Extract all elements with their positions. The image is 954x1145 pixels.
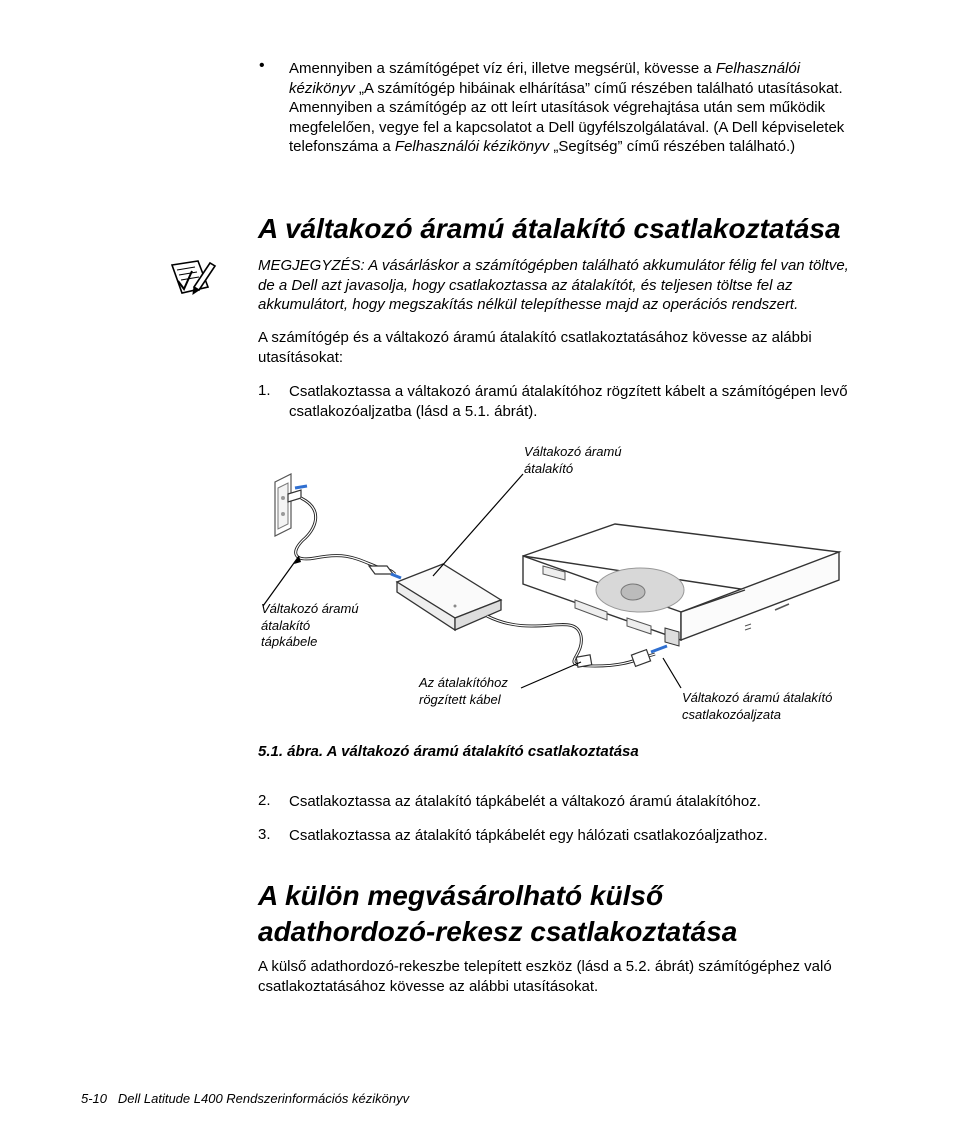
bullet-text-2: „A számítógép hibáinak elhárítása” című részében található utasításokat. Amennyiben a számítógép az ott leírt utasítások végrehajtása után sem működik megfelelően, vegye fel a kapcsolatot a Dell ügyfélszolgálatával. (A Dell képviseletek telefonszáma a — [289, 79, 845, 155]
callout-connector-line2: csatlakozóaljzata — [682, 706, 781, 722]
bullet-emphasis-2: Felhasználói kézikönyv — [394, 138, 550, 155]
bullet-emphasis-1: Felhasználói kézikönyv — [289, 60, 801, 97]
callout-power-cord-line1: Váltakozó áramú — [261, 601, 359, 616]
step-number: 3. — [258, 826, 271, 843]
callout-power-cord — [261, 601, 359, 651]
callout-fixed-cable-line2: rögzített kábel — [419, 691, 501, 707]
step-text: Csatlakoztassa az átalakító tápkábelét egy hálózati csatlakozóaljzathoz. — [289, 827, 768, 844]
page-number: 5-10 — [81, 1091, 108, 1106]
callout-adapter-line2: átalakító — [524, 460, 574, 476]
section2-intro: A külső adathordozó-rekeszbe telepített eszköz (lásd a 5.2. ábrát) számítógéphez való csatlakoztatásához kövesse az alábbi utasításokat. — [258, 958, 832, 995]
callout-fixed-cable-line1: Az átalakítóhoz — [419, 675, 508, 690]
figure-caption: 5.1. ábra. A váltakozó áramú átalakító csatlakoztatása — [258, 743, 639, 760]
page-footer — [81, 1091, 409, 1106]
section-heading-media-bay — [258, 878, 737, 950]
section-heading-media-bay-line1: A külön megvásárolható külső — [258, 880, 664, 911]
callout-connector-line1: Váltakozó áramú átalakító — [682, 690, 833, 705]
section-intro: A számítógép és a váltakozó áramú átalakító csatlakoztatásához kövesse az alábbi utasításokat: — [258, 329, 812, 366]
callout-fixed-cable — [419, 675, 508, 708]
callout-power-cord-line2: átalakító — [261, 617, 311, 633]
bullet-paragraph — [289, 59, 864, 157]
step-number: 2. — [258, 792, 271, 809]
note-text: MEGJEGYZÉS: A vásárláskor a számítógépben található akkumulátor félig fel van töltve, de a Dell azt javasolja, hogy csatlakoztassa az átalakítót, és teljesen töltse fel az akkumulátort, hogy megszakítás nélkül telepíthesse majd az operációs rendszert. — [258, 257, 849, 313]
book-title: Dell Latitude L400 Rendszerinformációs kézikönyv — [117, 1091, 410, 1106]
bullet-marker: • — [259, 57, 265, 74]
step-text: Csatlakoztassa a váltakozó áramú átalakítóhoz rögzített kábelt a számítógépen levő csatlakozóaljzatba (lásd a 5.1. ábrát). — [289, 383, 848, 420]
note-pencil-icon — [168, 257, 218, 299]
callout-adapter — [524, 444, 622, 477]
callout-adapter-line1: Váltakozó áramú — [524, 444, 622, 459]
step-text: Csatlakoztassa az átalakító tápkábelét a váltakozó áramú átalakítóhoz. — [289, 793, 761, 810]
bullet-text-3: „Segítség” című részében található.) — [549, 138, 796, 155]
bullet-text-1: Amennyiben a számítógépet víz éri, illetve megsérül, kövesse a — [289, 60, 716, 77]
laptop-illustration — [523, 524, 839, 646]
step-number: 1. — [258, 382, 271, 399]
section-heading-adapter: A váltakozó áramú átalakító csatlakoztatása — [258, 213, 841, 244]
wall-outlet-icon — [275, 474, 291, 536]
section-heading-media-bay-line2: adathordozó-rekesz csatlakoztatása — [258, 916, 738, 947]
callout-power-cord-line3: tápkábele — [261, 634, 318, 649]
figure-adapter-connection — [255, 440, 875, 730]
figure-illustration — [255, 440, 875, 730]
callout-connector — [682, 690, 832, 723]
